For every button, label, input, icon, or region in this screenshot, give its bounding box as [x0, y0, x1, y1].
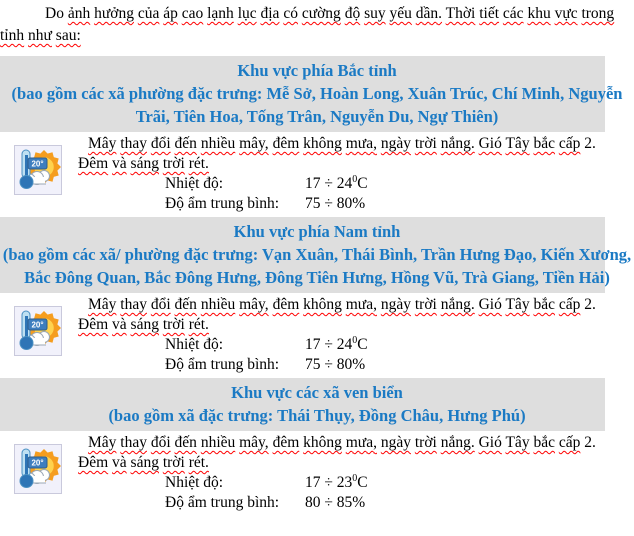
temperature-label: Nhiệt độ: — [165, 175, 224, 192]
section-body — [0, 293, 634, 378]
temperature-value: $17 \div 24^0C$ — [305, 173, 368, 192]
temperature-row — [165, 335, 634, 355]
humidity-value: 75 ÷ 80% — [305, 195, 366, 212]
forecast-text: Mây thay đổi đến nhiều mây, đêm không mưa, ngày trời nắng. Gió Tây bắc cấp 2. Đêm và sáng trời rét. — [78, 135, 596, 172]
section-north — [0, 56, 634, 217]
section-subtitle: (bao gồm xã đặc trưng: Thái Thụy, Đồng Châu, Hưng Phú) — [108, 406, 526, 425]
section-body — [0, 431, 634, 516]
temperature-row — [165, 174, 634, 194]
humidity-row — [165, 493, 634, 513]
temperature-label: Nhiệt độ: — [165, 336, 224, 353]
humidity-value: 80 ÷ 85% — [305, 494, 366, 511]
temperature-row — [165, 473, 634, 493]
section-body — [0, 132, 634, 217]
temperature-value: $17 \div 23^0C$ — [305, 472, 368, 491]
section-header — [0, 217, 632, 293]
forecast-text: Mây thay đổi đến nhiều mây, đêm không mưa, ngày trời nắng. Gió Tây bắc cấp 2. Đêm và sáng trời rét. — [78, 296, 596, 333]
temperature-badge — [28, 319, 47, 330]
humidity-label: Độ ẩm trung bình: — [165, 356, 280, 373]
temperature-label: Nhiệt độ: — [165, 474, 224, 491]
section-coastal — [0, 378, 634, 516]
section-header — [0, 56, 623, 132]
humidity-label: Độ ẩm trung bình: — [165, 195, 280, 212]
section-title: Khu vực phía Bắc tỉnh — [237, 61, 397, 80]
section-title: Khu vực các xã ven biển — [231, 383, 403, 402]
section-south — [0, 217, 634, 378]
humidity-row — [165, 355, 634, 375]
forecast-text: Mây thay đổi đến nhiều mây, đêm không mưa, ngày trời nắng. Gió Tây bắc cấp 2. Đêm và sáng trời rét. — [78, 434, 596, 471]
temperature-badge — [28, 457, 47, 468]
humidity-value: 75 ÷ 80% — [305, 356, 366, 373]
section-subtitle: (bao gồm các xã phường đặc trưng: Mễ Sở, Hoàn Long, Xuân Trúc, Chí Minh, Nguyễn Trãi, Tiên Hoa, Tống Trân, Nguyễn Du, Ngự Thiên) — [11, 84, 623, 126]
thermometer-sun-cloud-icon — [14, 306, 62, 356]
thermometer-sun-cloud-icon — [14, 145, 62, 195]
temperature-badge — [28, 158, 47, 169]
svg-text:20°: 20° — [31, 159, 44, 169]
temperature-value: $17 \div 24^0C$ — [305, 334, 368, 353]
svg-text:20°: 20° — [31, 320, 44, 330]
humidity-label: Độ ẩm trung bình: — [165, 494, 280, 511]
thermometer-sun-cloud-icon — [14, 444, 62, 494]
intro-paragraph: Do ảnh hưởng của áp cao lạnh lục địa có cường độ suy yếu dần. Thời tiết các khu vực trong tỉnh như sau: — [0, 5, 615, 44]
humidity-row — [165, 194, 634, 214]
section-title: Khu vực phía Nam tỉnh — [233, 222, 401, 241]
section-subtitle: (bao gồm các xã/ phường đặc trưng: Vạn Xuân, Thái Bình, Trần Hưng Đạo, Kiến Xương, Bắc Đông Quan, Bắc Đông Hưng, Đông Tiên Hưng, Hồng Vũ, Trà Giang, Tiền Hải) — [2, 245, 632, 287]
section-header — [0, 378, 605, 431]
svg-text:20°: 20° — [31, 458, 44, 468]
